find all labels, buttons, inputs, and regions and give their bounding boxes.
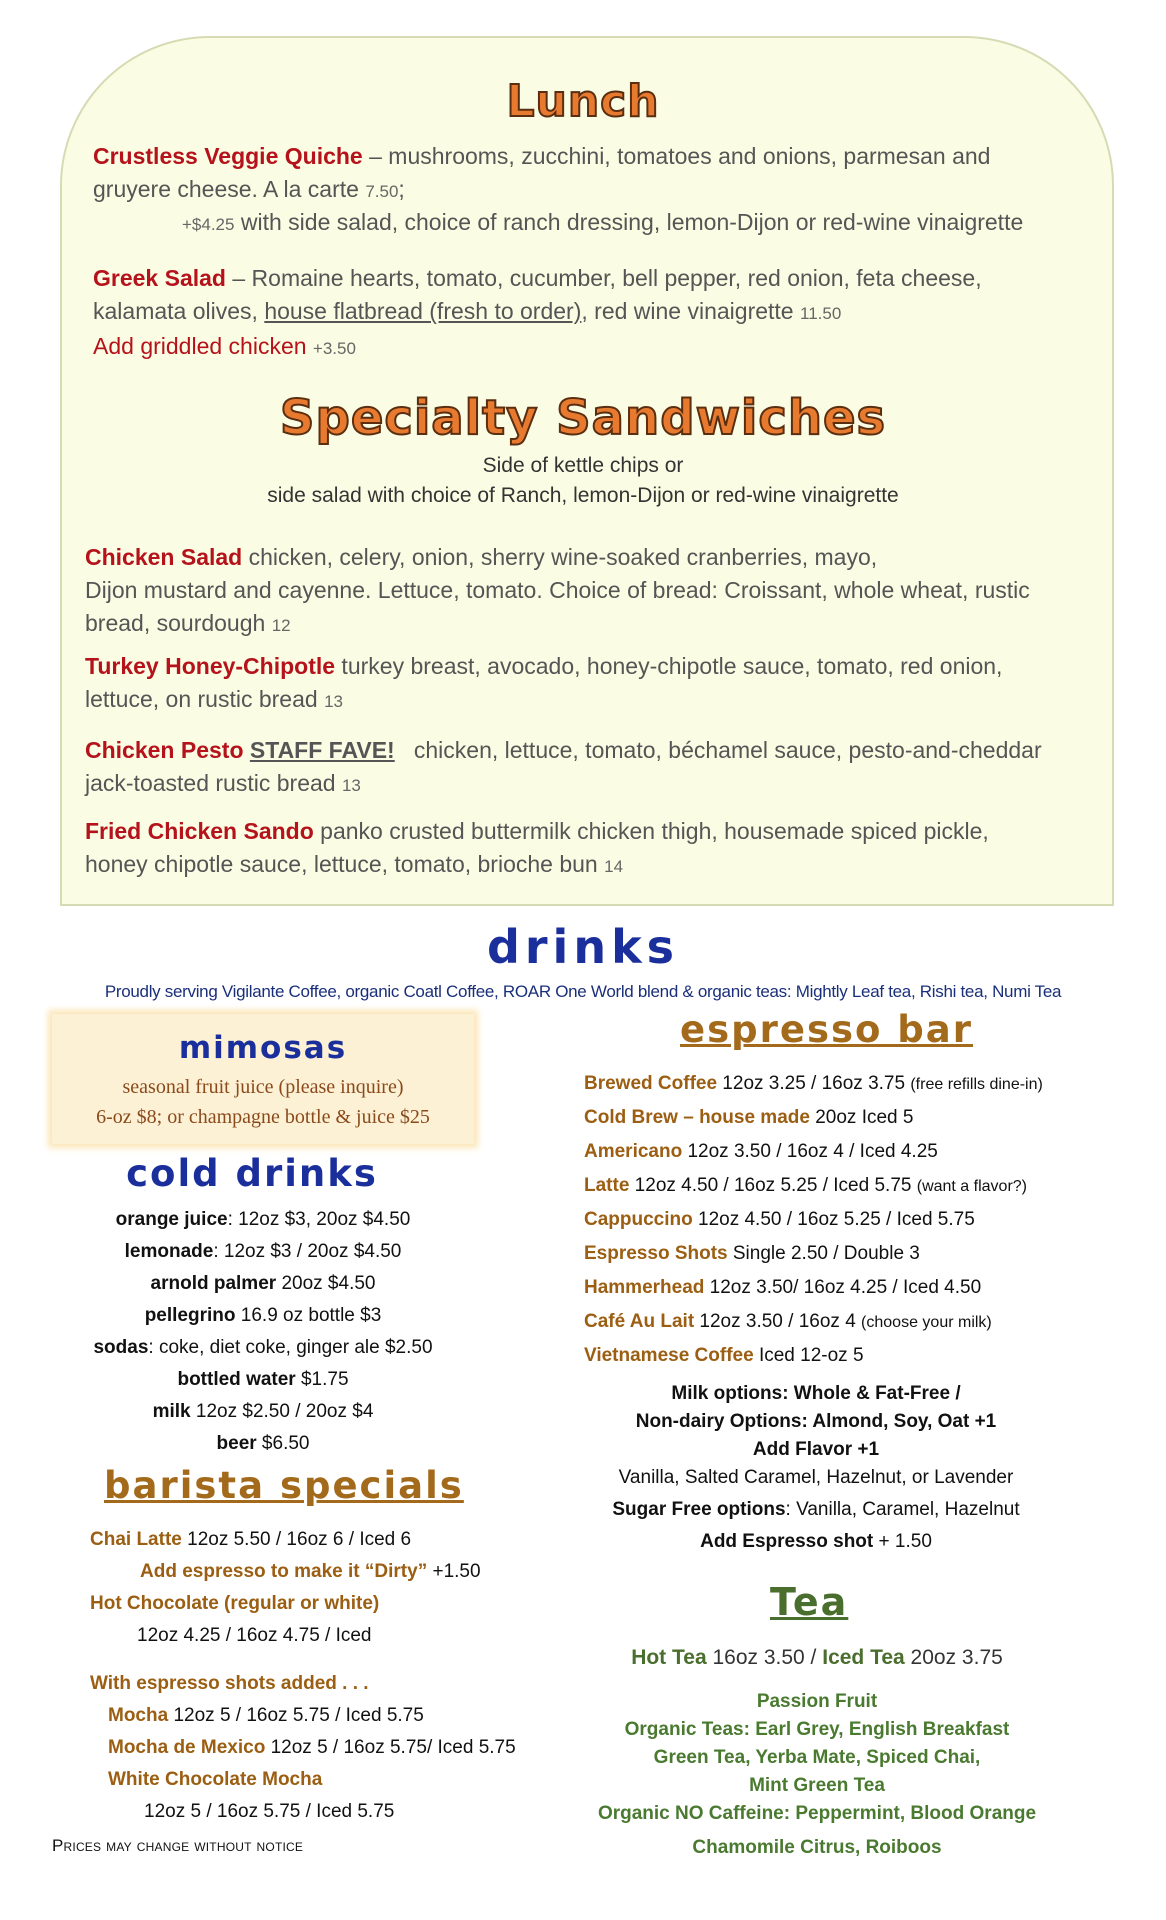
quiche-name: Crustless Veggie Quiche xyxy=(93,143,363,169)
tea-list-item: Green Tea, Yerba Mate, Spiced Chai, xyxy=(653,1747,981,1768)
cold-drink-row: bottled water $1.75 xyxy=(177,1369,349,1390)
sugar-free-row: Sugar Free options: Vanilla, Caramel, Hazelnut xyxy=(612,1499,1020,1520)
cold-drinks-title: cold drinks xyxy=(126,1152,378,1195)
mocha-mexico-row: Mocha de Mexico 12oz 5 / 16oz 5.75/ Iced 5.75 xyxy=(108,1737,516,1758)
turkey-item: Turkey Honey-Chipotle turkey breast, avocado, honey-chipotle sauce, tomato, red onion, lettuce, on rustic bread 13 xyxy=(85,653,1003,712)
sandwiches-sub1: Side of kettle chips or xyxy=(482,454,684,477)
add-shot-row: Add Espresso shot + 1.50 xyxy=(700,1531,932,1552)
espresso-row: Espresso Shots Single 2.50 / Double 3 xyxy=(584,1243,920,1264)
espresso-row: Cold Brew – house made 20oz Iced 5 xyxy=(584,1107,914,1128)
nondairy-options: Non-dairy Options: Almond, Soy, Oat +1 xyxy=(635,1411,997,1432)
cold-drink-row: milk 12oz $2.50 / 20oz $4 xyxy=(152,1401,374,1422)
cold-drink-row: pellegrino 16.9 oz bottle $3 xyxy=(144,1305,382,1326)
cold-drink-row: orange juice: 12oz $3, 20oz $4.50 xyxy=(115,1209,411,1230)
espresso-row: Latte 12oz 4.50 / 16oz 5.25 / Iced 5.75 (want a flavor?) xyxy=(584,1175,1027,1196)
with-shots-label: With espresso shots added . . . xyxy=(90,1673,369,1694)
espresso-row: Vietnamese Coffee Iced 12-oz 5 xyxy=(584,1345,864,1366)
staff-fave-badge: STAFF FAVE! xyxy=(249,737,395,763)
greek-addon: Add griddled chicken xyxy=(93,333,313,359)
mocha-row: Mocha 12oz 5 / 16oz 5.75 / Iced 5.75 xyxy=(108,1705,424,1726)
drinks-tagline: Proudly serving Vigilante Coffee, organic Coatl Coffee, ROAR One World blend & organic teas: Mightly Leaf tea, Rishi tea, Numi Tea xyxy=(104,982,1062,1001)
quiche-price: 7.50 xyxy=(365,182,399,201)
hot-chocolate-row: Hot Chocolate (regular or white) xyxy=(90,1593,380,1614)
tea-list-item: Organic NO Caffeine: Peppermint, Blood Orange xyxy=(597,1803,1037,1824)
white-mocha-prices: 12oz 5 / 16oz 5.75 / Iced 5.75 xyxy=(144,1801,395,1822)
tea-list-item: Organic Teas: Earl Grey, English Breakfast xyxy=(624,1719,1010,1740)
mimosas-line2: 6-oz $8; or champagne bottle & juice $25 xyxy=(96,1106,430,1128)
espresso-row: Hammerhead 12oz 3.50/ 16oz 4.25 / Iced 4.50 xyxy=(584,1277,982,1298)
pesto-item: Chicken Pesto STAFF FAVE! chicken, lettuce, tomato, béchamel sauce, pesto-and-cheddar jack-toasted rustic bread 13 xyxy=(85,737,1042,796)
sandwiches-title: Specialty Sandwiches xyxy=(279,390,887,446)
tea-list-item: Chamomile Citrus, Roiboos xyxy=(692,1837,942,1858)
sandwiches-sub2: side salad with choice of Ranch, lemon-Dijon or red-wine vinaigrette xyxy=(267,484,899,507)
hot-chocolate-prices: 12oz 4.25 / 16oz 4.75 / Iced xyxy=(137,1625,372,1646)
lunch-title: Lunch xyxy=(506,76,660,127)
drinks-title: drinks xyxy=(486,920,680,974)
cold-drink-row: sodas: coke, diet coke, ginger ale $2.50 xyxy=(93,1337,433,1358)
chicken-salad-item: Chicken Salad chicken, celery, onion, sherry wine-soaked cranberries, mayo, Dijon mustard and cayenne. Lettuce, tomato. Choice of bread: Croissant, whole wheat, rustic bread, sourdough 12 xyxy=(85,544,1030,636)
tea-list-item: Passion Fruit xyxy=(756,1691,878,1712)
add-flavor: Add Flavor +1 xyxy=(752,1439,880,1460)
fried-chicken-item: Fried Chicken Sando panko crusted buttermilk chicken thigh, housemade spiced pickle, honey chipotle sauce, lettuce, tomato, brioche bun 14 xyxy=(85,818,989,877)
chai-latte-row: Chai Latte 12oz 5.50 / 16oz 6 / Iced 6 xyxy=(90,1529,412,1550)
hot-iced-tea-row: Hot Tea 16oz 3.50 / Iced Tea 20oz 3.75 xyxy=(631,1646,1003,1669)
barista-specials-title: barista specials xyxy=(104,1464,464,1507)
greek-salad-name: Greek Salad xyxy=(93,265,226,291)
espresso-row: Café Au Lait 12oz 3.50 / 16oz 4 (choose your milk) xyxy=(584,1311,992,1332)
mimosas-title: mimosas xyxy=(178,1030,348,1066)
cold-drink-row: beer $6.50 xyxy=(216,1433,310,1454)
espresso-row: Brewed Coffee 12oz 3.25 / 16oz 3.75 (free refills dine-in) xyxy=(584,1073,1043,1094)
espresso-row: Americano 12oz 3.50 / 16oz 4 / Iced 4.25 xyxy=(584,1141,938,1162)
dirty-row: Add espresso to make it “Dirty” +1.50 xyxy=(140,1561,481,1582)
greek-salad-item: Greek Salad – Romaine hearts, tomato, cucumber, bell pepper, red onion, feta cheese, kalamata olives, house flatbread (fresh to order), red wine vinaigrette 11.50 Add griddled chicken +3.50 xyxy=(93,265,982,359)
white-mocha-row: White Chocolate Mocha xyxy=(108,1769,323,1790)
quiche-addon: +$4.25 with side salad, choice of ranch dressing, lemon-Dijon or red-wine vinaigrette xyxy=(182,209,1024,235)
cold-drink-row: lemonade: 12oz $3 / 20oz $4.50 xyxy=(124,1241,402,1262)
flavor-list: Vanilla, Salted Caramel, Hazelnut, or Lavender xyxy=(618,1467,1014,1488)
espresso-bar-title: espresso bar xyxy=(680,1008,973,1051)
tea-title: Tea xyxy=(770,1580,849,1624)
quiche-item: Crustless Veggie Quiche – mushrooms, zucchini, tomatoes and onions, parmesan and gruyere cheese. A la carte 7.50; xyxy=(93,143,991,202)
mimosas-line1: seasonal fruit juice (please inquire) xyxy=(122,1076,404,1098)
espresso-row: Cappuccino 12oz 4.50 / 16oz 5.25 / Iced 5.75 xyxy=(584,1209,975,1230)
price-notice: Prices may change without notice xyxy=(52,1836,304,1855)
tea-list-item: Mint Green Tea xyxy=(749,1775,885,1796)
cold-drink-row: arnold palmer 20oz $4.50 xyxy=(150,1273,376,1294)
milk-options: Milk options: Whole & Fat-Free / xyxy=(671,1383,961,1404)
